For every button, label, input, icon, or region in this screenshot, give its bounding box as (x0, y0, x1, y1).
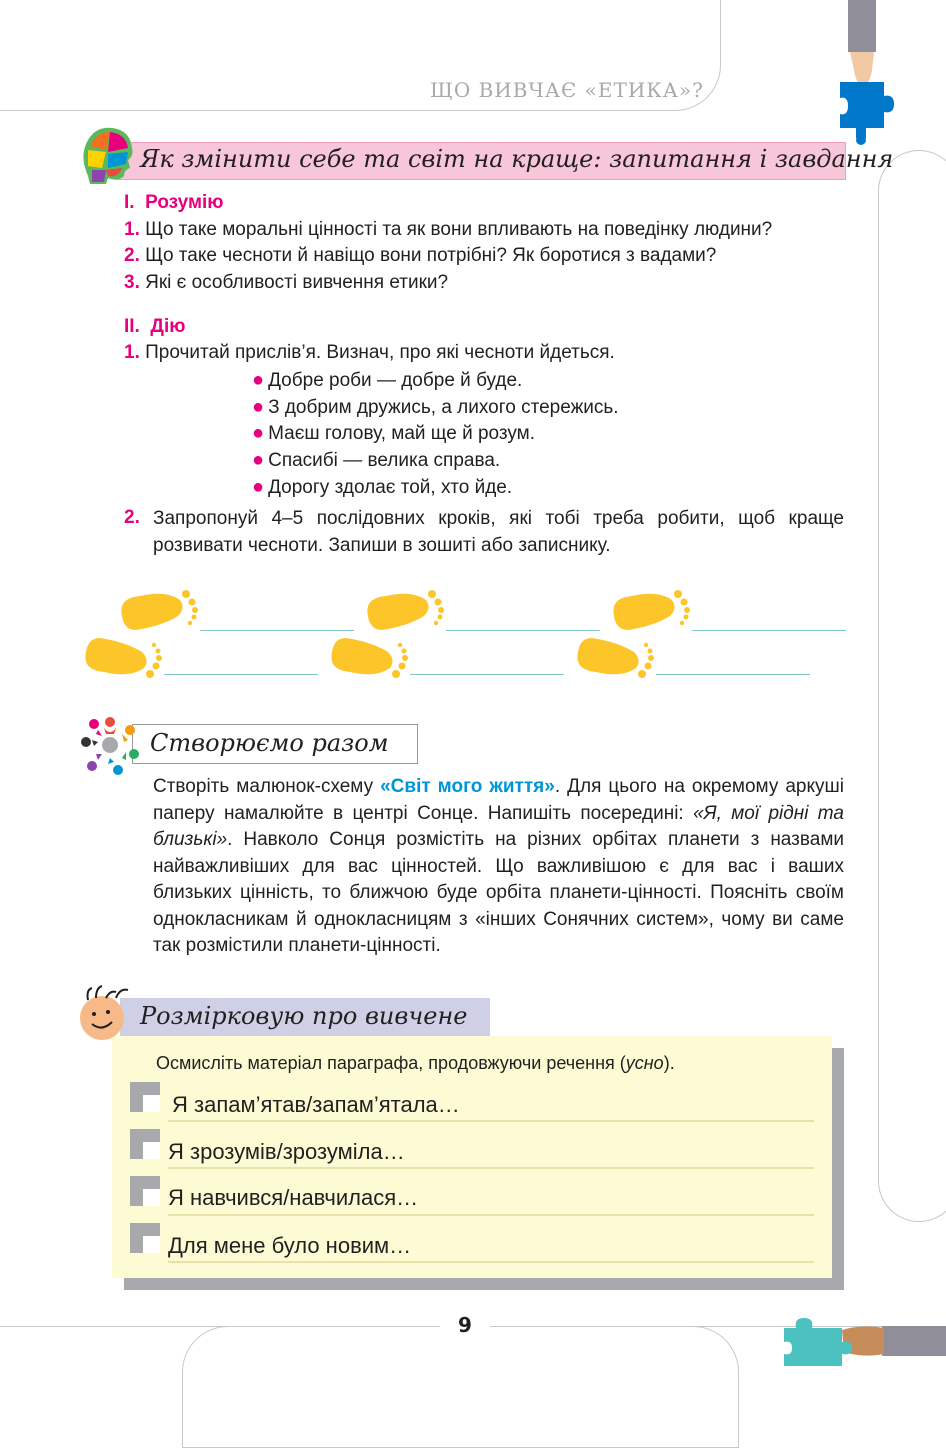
sentence-line (168, 1167, 814, 1169)
section2-text-mid: . Для цього на окремому аркуші паперу намалюйте в центрі Сонце. Напишіть посередині: (153, 776, 844, 824)
proverb-item (252, 420, 535, 447)
part2-heading-text: Дію (150, 316, 186, 337)
bullet-icon: ● (252, 369, 265, 391)
section2-body (153, 774, 844, 960)
checkbox[interactable] (130, 1082, 160, 1112)
sentence-4: Для мене було новим… (168, 1233, 412, 1258)
hand-puzzle-icon (836, 0, 896, 145)
section3-intro-italic: усно (625, 1053, 664, 1073)
bullet-icon: ● (252, 396, 265, 418)
footprint-icon (572, 632, 658, 682)
writing-line (164, 674, 318, 675)
section3-intro-after: ). (663, 1053, 675, 1073)
sentence-line (168, 1214, 814, 1216)
part2-heading (124, 316, 185, 338)
thinking-face-icon (76, 984, 132, 1042)
writing-line (200, 630, 354, 631)
footprint-icon (608, 586, 694, 636)
proverb-item (252, 447, 500, 474)
footprint-icon (362, 586, 448, 636)
section3-intro (156, 1053, 675, 1074)
page-frame-bottom (182, 1326, 739, 1448)
running-head: ЩО ВИВЧАЄ «ЕТИКА»? (430, 78, 704, 102)
checkbox[interactable] (130, 1176, 160, 1206)
bullet-icon: ● (252, 476, 265, 498)
sentence-2: Я зрозумів/зрозуміла… (168, 1139, 405, 1164)
task-1-num: 1. (124, 342, 140, 363)
page-number: 9 (458, 1313, 472, 1337)
colorful-head-icon (78, 124, 134, 184)
writing-line (692, 630, 846, 631)
proverb-text: Спасибі — велика справа. (268, 450, 501, 471)
task-1-text: Прочитай прислів’я. Визнач, про які чесноти йдеться. (145, 342, 615, 363)
part1-heading-text: Розумію (145, 192, 224, 213)
question-1-num: 1. (124, 219, 140, 240)
question-3-num: 3. (124, 272, 140, 293)
task-2-num: 2. (124, 507, 140, 528)
footprint-icon (326, 632, 412, 682)
part2-heading-num: II. (124, 316, 140, 337)
hand-puzzle-bottom-icon (782, 1318, 946, 1370)
question-3-text: Які є особливості вивчення етики? (145, 272, 449, 293)
part1-heading (124, 192, 224, 214)
section3-intro-before: Осмисліть матеріал параграфа, продовжуючи речення ( (156, 1053, 626, 1073)
question-2-num: 2. (124, 245, 140, 266)
question-1 (124, 217, 772, 243)
checkbox[interactable] (130, 1129, 160, 1159)
section3-title: Розмірковую про вивчене (140, 1002, 468, 1030)
task-1 (124, 340, 615, 366)
question-3 (124, 270, 448, 296)
section1-title: Як змінити себе та світ на краще: запитання і завдання (140, 145, 894, 173)
bullet-icon: ● (252, 422, 265, 444)
writing-line (656, 674, 810, 675)
footprint-icon (116, 586, 202, 636)
sentence-line (168, 1261, 814, 1263)
section2-italic: «Я, мої рідні та близькі» (153, 802, 844, 850)
sentence-3: Я навчився/навчилася… (168, 1185, 419, 1210)
writing-line (446, 630, 600, 631)
proverb-item (252, 394, 619, 421)
question-1-text: Що таке моральні цінності та як вони впливають на поведінку людини? (145, 219, 773, 240)
question-2 (124, 243, 716, 269)
proverb-text: Добре роби — добре й буде. (268, 370, 523, 391)
sentence-line (168, 1120, 814, 1122)
people-circle-icon (78, 714, 142, 776)
proverb-text: З добрим дружись, а лихого стережись. (268, 397, 619, 418)
proverb-text: Маєш голову, май ще й розум. (268, 423, 536, 444)
sentence-1: Я запам’ятав/запам’ятала… (172, 1092, 460, 1117)
part1-heading-num: I. (124, 192, 135, 213)
footprints-steps (0, 580, 946, 690)
proverb-item (252, 367, 522, 394)
section2-highlight: «Світ мого життя» (380, 776, 555, 797)
section2-text-after: . Навколо Сонця розмістіть на різних орбітах планети з назвами найважливіших для вас цінностей. Що важливішою є для вас і ваших близьких цінність, то ближчою буде орбіта планети-цінності. Поясніть своїм однокласникам й однокласницям з «інших Сонячних систем», чому ви саме так розмістили планети-цінності. (153, 829, 844, 956)
section2-text-before: Створіть малюнок-схему (153, 776, 381, 797)
proverb-item (252, 474, 512, 501)
question-2-text: Що таке чесноти й навіщо вони потрібні? Як боротися з вадами? (145, 245, 717, 266)
task-2-text: Запропонуй 4–5 послідовних кроків, які тобі треба робити, щоб краще розвивати чесноти. Запиши в зошиті або записнику. (153, 508, 844, 556)
checkbox[interactable] (130, 1223, 160, 1253)
bullet-icon: ● (252, 449, 265, 471)
writing-line (410, 674, 564, 675)
footprint-icon (80, 632, 166, 682)
proverb-text: Дорогу здолає той, хто йде. (268, 477, 513, 498)
section2-title: Створюємо разом (150, 729, 389, 757)
